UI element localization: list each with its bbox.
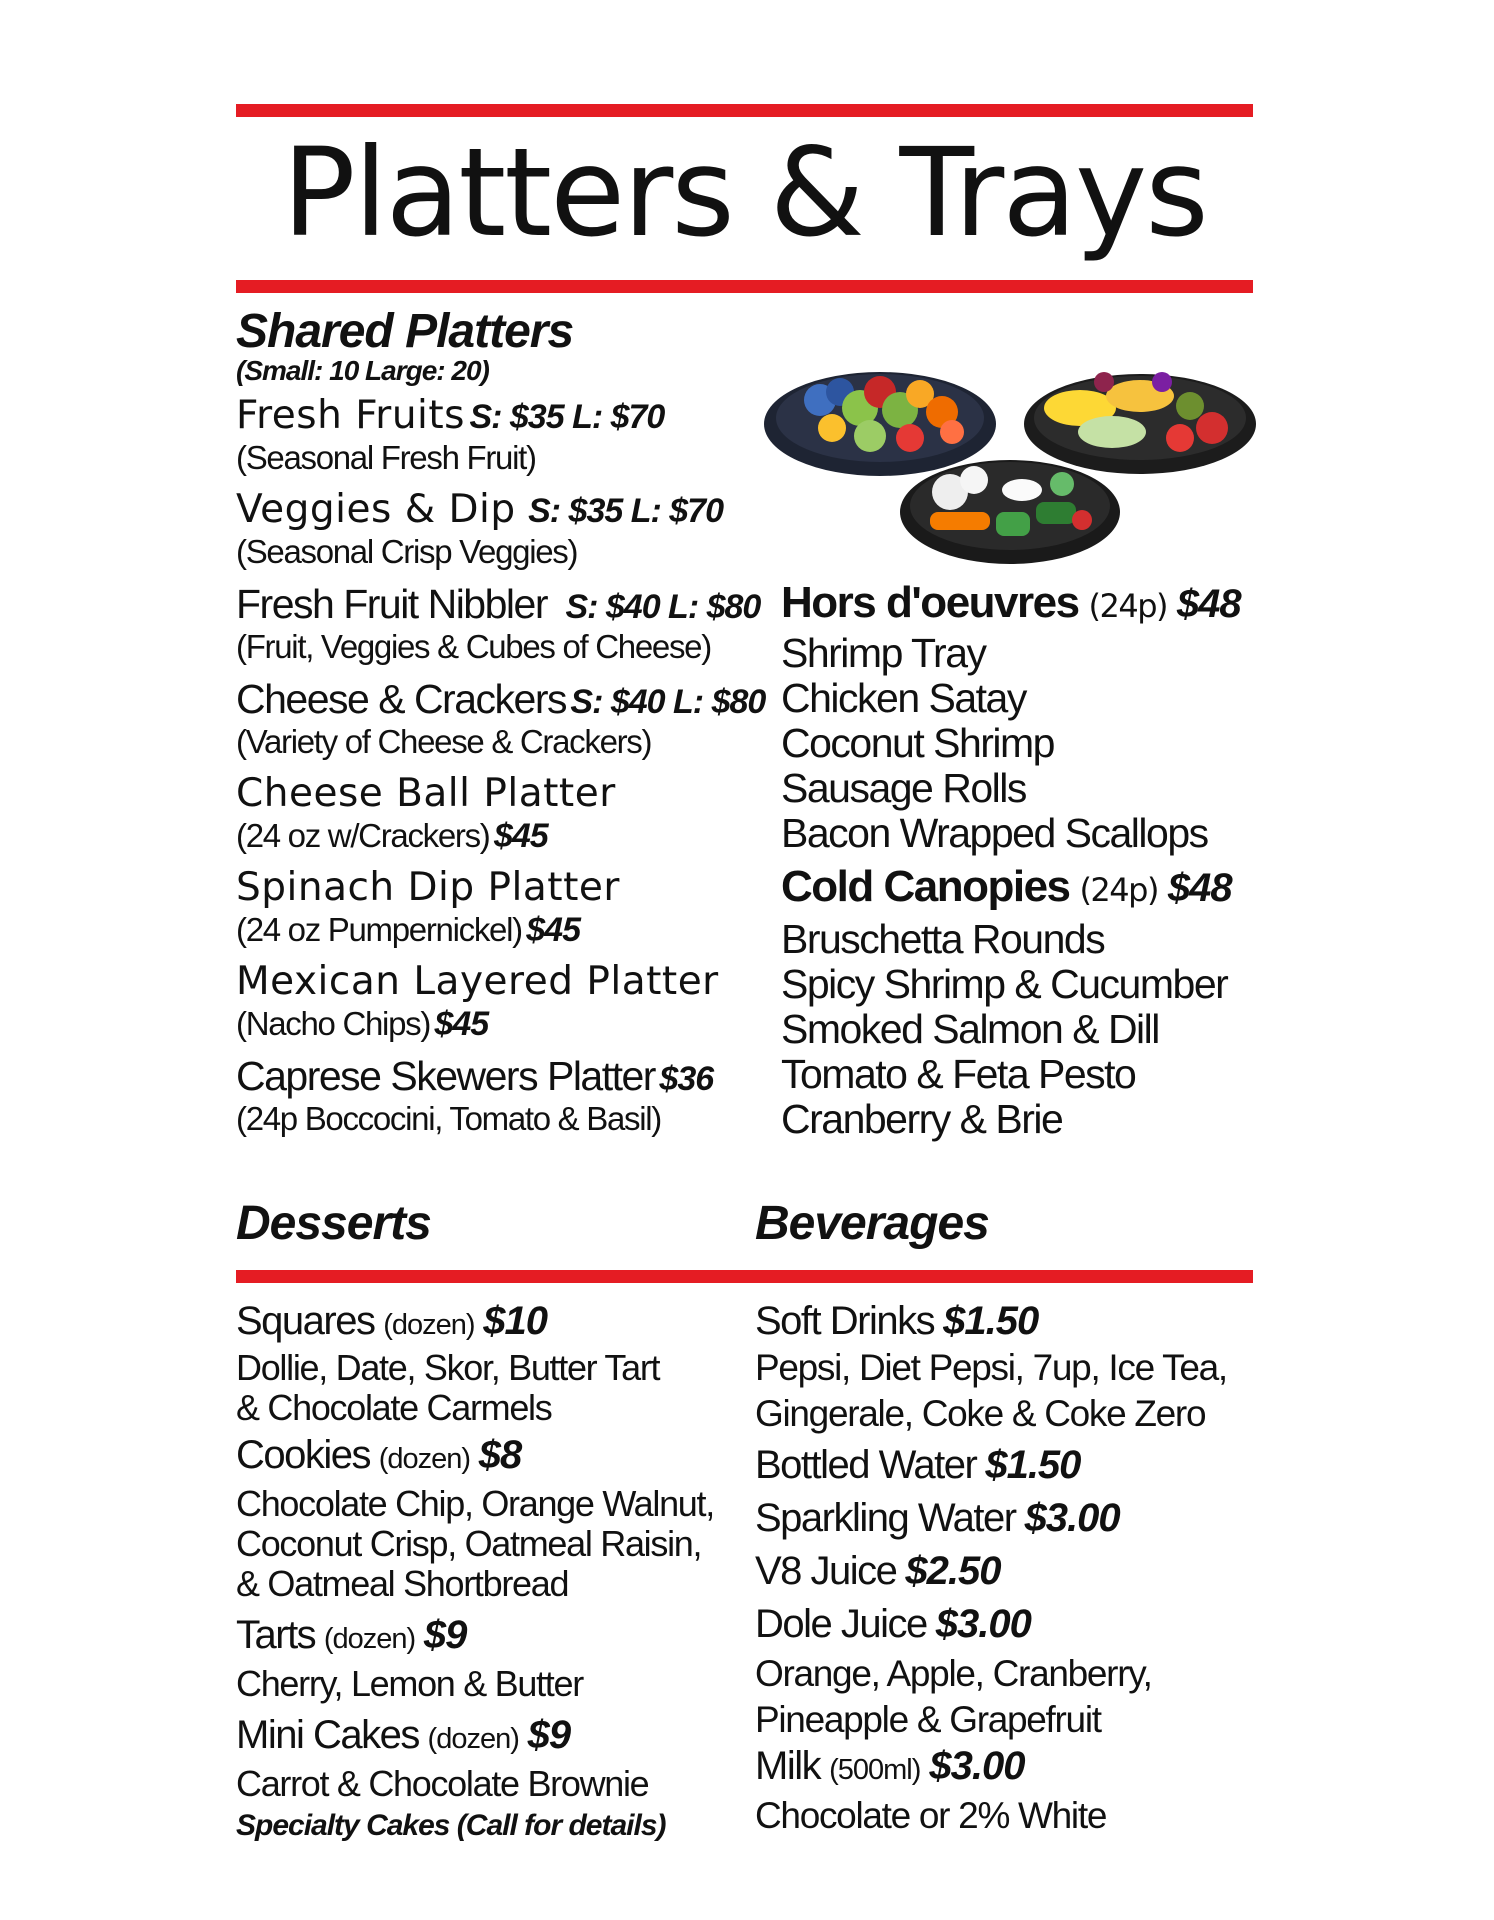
- beverage-item: [755, 1492, 1255, 1545]
- item-name: Fresh Fruits: [236, 393, 465, 438]
- beverage-price: $3.00: [929, 1744, 1025, 1788]
- beverage-name: Sparkling Water: [755, 1496, 1016, 1540]
- dessert-item: [236, 1298, 736, 1348]
- beverage-item: [755, 1298, 1255, 1345]
- beverage-item: [755, 1598, 1255, 1651]
- item-price: $36: [659, 1060, 714, 1098]
- list-item: Smoked Salmon & Dill: [781, 1006, 1159, 1052]
- item-description: (Fruit, Veggies & Cubes of Cheese): [236, 628, 711, 665]
- beverage-name: Milk: [755, 1744, 821, 1788]
- beverage-detail: Gingerale, Coke & Coke Zero: [755, 1393, 1206, 1434]
- top-red-rule: [236, 104, 1253, 117]
- list-item: Chicken Satay: [781, 675, 1026, 721]
- dessert-name: Mini Cakes: [236, 1713, 419, 1757]
- list-item: Shrimp Tray: [781, 630, 986, 676]
- beverage-name: Soft Drinks: [755, 1299, 935, 1343]
- dessert-detail: & Chocolate Carmels: [236, 1387, 552, 1428]
- item-description-row: [236, 1004, 776, 1044]
- hors-doeuvres-price: $48: [1176, 582, 1241, 626]
- veggie-platter-image: [900, 460, 1120, 564]
- item-description: (Seasonal Fresh Fruit): [236, 439, 536, 476]
- beverage-detail: Pineapple & Grapefruit: [755, 1699, 1101, 1740]
- list-item: Sausage Rolls: [781, 765, 1026, 811]
- fruit-platter-image: [764, 372, 996, 476]
- beverage-name: V8 Juice: [755, 1549, 897, 1593]
- dessert-price: $9: [527, 1713, 571, 1757]
- beverage-price: $2.50: [905, 1549, 1001, 1593]
- dessert-qty: (dozen): [378, 1443, 471, 1475]
- shared-platters-heading: Shared Platters: [236, 305, 574, 358]
- item-price: S: $35 L: $70: [528, 492, 723, 530]
- item-price: $45: [434, 1005, 489, 1043]
- beverage-price: $1.50: [943, 1299, 1039, 1343]
- beverage-name: Bottled Water: [755, 1443, 977, 1487]
- dessert-name: Cookies: [236, 1433, 371, 1477]
- item-name: Mexican Layered Platter: [236, 959, 719, 1004]
- dessert-detail: & Oatmeal Shortbread: [236, 1563, 569, 1604]
- list-item: Cranberry & Brie: [781, 1096, 1063, 1142]
- beverage-price: $1.50: [985, 1443, 1081, 1487]
- item-description: (Nacho Chips): [236, 1005, 431, 1042]
- item-description: (Seasonal Crisp Veggies): [236, 533, 578, 570]
- item-name: Fresh Fruit Nibbler: [236, 581, 547, 627]
- item-description-row: [236, 816, 776, 856]
- menu-item: [236, 866, 776, 910]
- item-name: Spinach Dip Platter: [236, 865, 620, 910]
- dessert-name: Squares: [236, 1299, 375, 1343]
- dessert-item: [236, 1610, 736, 1664]
- item-price: S: $40 L: $80: [565, 588, 761, 626]
- dessert-item: [236, 1430, 736, 1484]
- desserts-section: [236, 1298, 736, 1848]
- beverages-heading: Beverages: [755, 1197, 989, 1250]
- beverage-item: [755, 1743, 1255, 1793]
- list-item: Bacon Wrapped Scallops: [781, 810, 1208, 856]
- hors-doeuvres-section: [781, 578, 1251, 1142]
- list-item: Tomato & Feta Pesto: [781, 1051, 1136, 1097]
- item-price: $45: [493, 817, 548, 855]
- beverage-price: $3.00: [935, 1602, 1031, 1646]
- list-item: Coconut Shrimp: [781, 720, 1054, 766]
- item-name: Caprese Skewers Platter: [236, 1053, 655, 1099]
- beverages-section: [755, 1298, 1255, 1839]
- cold-canopies-qty: (24p): [1079, 871, 1158, 909]
- item-description: (24p Boccocini, Tomato & Basil): [236, 1100, 661, 1137]
- cold-canopies-heading: Cold Canopies: [781, 862, 1070, 911]
- list-item: Spicy Shrimp & Cucumber: [781, 961, 1228, 1007]
- menu-item: [236, 582, 776, 627]
- melon-platter-image: [1024, 372, 1256, 474]
- dessert-item: [236, 1710, 736, 1764]
- dessert-name: Tarts: [236, 1613, 316, 1657]
- shared-platters-note: (Small: 10 Large: 20): [236, 355, 489, 386]
- item-description-row: [236, 910, 776, 950]
- hors-doeuvres-header: [781, 578, 1251, 631]
- specialty-cakes-note: Specialty Cakes (Call for details): [236, 1809, 666, 1842]
- dessert-price: $10: [483, 1299, 547, 1343]
- dessert-price: $9: [423, 1613, 467, 1657]
- item-price: $45: [526, 911, 580, 949]
- beverage-detail: Pepsi, Diet Pepsi, 7up, Ice Tea,: [755, 1347, 1227, 1388]
- item-description: (Variety of Cheese & Crackers): [236, 723, 652, 760]
- item-description: (24 oz w/Crackers): [236, 817, 490, 854]
- beverage-item: [755, 1439, 1255, 1492]
- beverage-detail: Orange, Apple, Cranberry,: [755, 1653, 1152, 1694]
- hors-doeuvres-qty: (24p): [1088, 587, 1167, 625]
- beverage-price: $3.00: [1024, 1496, 1120, 1540]
- dessert-detail: Cherry, Lemon & Butter: [236, 1663, 583, 1704]
- list-item: Bruschetta Rounds: [781, 916, 1105, 962]
- item-price: S: $40 L: $80: [570, 683, 766, 721]
- item-price: S: $35 L: $70: [469, 398, 665, 436]
- menu-item: [236, 1054, 776, 1099]
- page-title: Platters & Trays: [282, 122, 1207, 264]
- dessert-detail: Dollie, Date, Skor, Butter Tart: [236, 1347, 660, 1388]
- desserts-heading: Desserts: [236, 1197, 431, 1250]
- cold-canopies-header: [781, 860, 1251, 917]
- dessert-qty: (dozen): [427, 1723, 519, 1755]
- cold-canopies-price: $48: [1167, 866, 1232, 910]
- section-red-rule: [236, 1270, 1253, 1283]
- item-name: Cheese Ball Platter: [236, 771, 616, 816]
- dessert-qty: (dozen): [323, 1623, 416, 1655]
- dessert-detail: Carrot & Chocolate Brownie: [236, 1763, 649, 1804]
- menu-item: [236, 960, 776, 1004]
- dessert-price: $8: [478, 1433, 522, 1477]
- beverage-item: [755, 1545, 1255, 1598]
- title-red-rule: [236, 280, 1253, 293]
- dessert-detail: Coconut Crisp, Oatmeal Raisin,: [236, 1523, 702, 1564]
- item-name: Cheese & Crackers: [236, 676, 566, 722]
- menu-item: [236, 677, 776, 722]
- dessert-qty: (dozen): [383, 1309, 475, 1341]
- beverage-detail: Chocolate or 2% White: [755, 1795, 1107, 1836]
- hors-doeuvres-heading: Hors d'oeuvres: [781, 578, 1079, 627]
- beverage-name: Dole Juice: [755, 1602, 927, 1646]
- shared-platters-section: [236, 304, 776, 1139]
- menu-item: [236, 488, 776, 532]
- menu-item: [236, 772, 776, 816]
- item-description: (24 oz Pumpernickel): [236, 911, 522, 948]
- item-name: Veggies & Dip: [236, 487, 516, 532]
- beverage-qty: (500ml): [829, 1754, 921, 1786]
- menu-item: [236, 394, 776, 438]
- dessert-detail: Chocolate Chip, Orange Walnut,: [236, 1483, 714, 1524]
- platters-photo: [760, 352, 1260, 568]
